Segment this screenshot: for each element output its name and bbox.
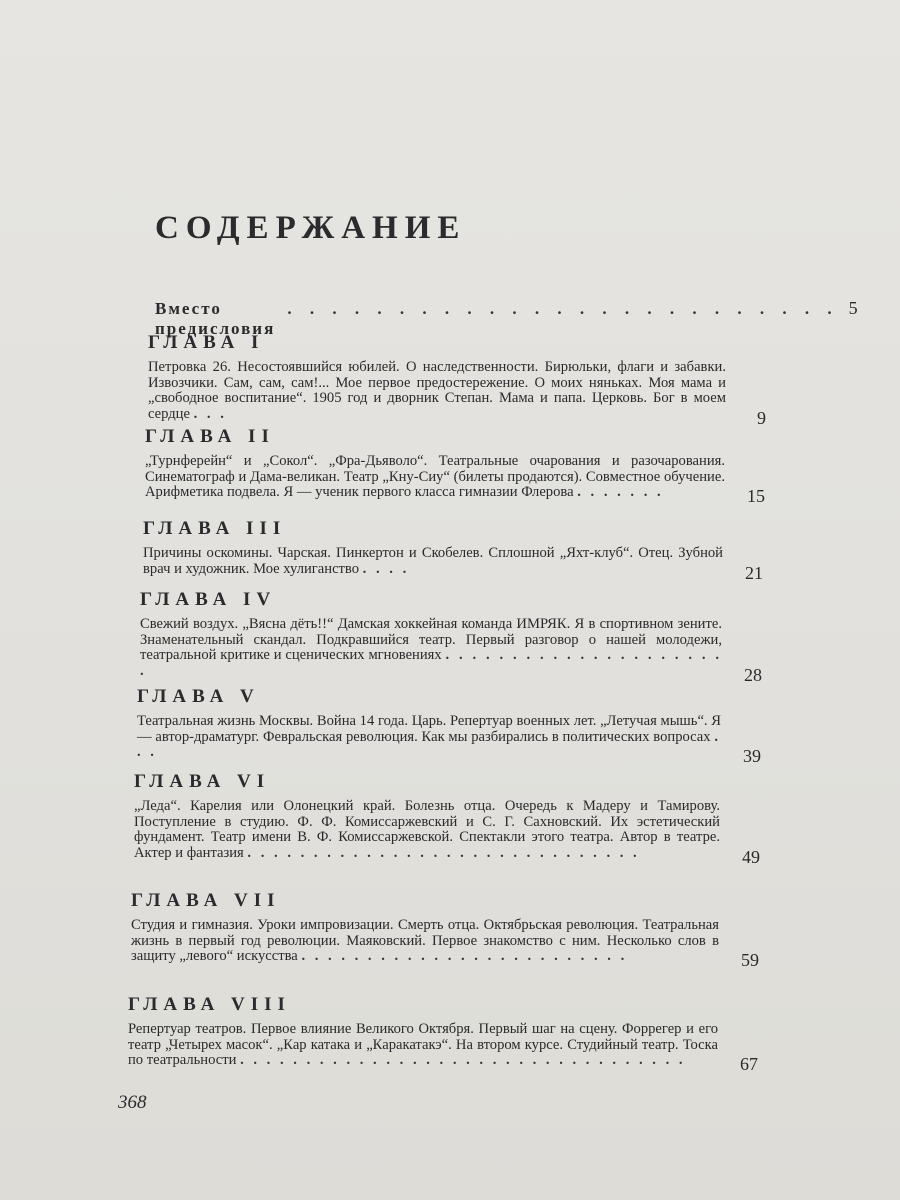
chapter-summary: Петровка 26. Несостоявшийся юбилей. О наследственности. Бирюльки, флаги и забавки. Извозчики. Сам, сам, сам!... Мое первое предостережение. О моих няньках. Моя мама и „свободное воспитание“. 1905 год и дворник Степан. Мама и папа. Церковь. Бог в моем сердце . . . 9	[148, 359, 766, 428]
chapter-summary: „Леда“. Карелия или Олонецкий край. Болезнь отца. Очередь к Мадеру и Тамирову. Поступление в студию. Ф. Ф. Комиссаржевский и С. Г. Сахновский. Их эстетический фундамент. Театр имени В. Ф. Комиссаржевской. Спектакли этого театра. Автор в театре. Актер и фантазия . . . . . . . . . . . . . . . . . . . . . . . . . . . . . . 49	[134, 798, 760, 867]
chapter-heading: ГЛАВА IV	[140, 589, 277, 610]
preface-label: Вместо предисловия	[155, 299, 276, 338]
chapter-page-number: 9	[757, 407, 766, 428]
chapter-page-number: 67	[740, 1054, 758, 1075]
chapter-heading: ГЛАВА VIII	[128, 994, 291, 1015]
chapter-summary: Причины оскомины. Чарская. Пинкертон и Скобелев. Сплошной „Яхт-клуб“. Отец. Зубной врач и художник. Мое хулиганство . . . . 21	[143, 545, 763, 583]
chapter-4	[140, 589, 762, 685]
chapter-summary: Свежий воздух. „Вясна дёть!!“ Дамская хоккейная команда ИМРЯК. Я в спортивном зените. Знаменательный скандал. Подкравшийся театр. Первый разговор о нашей молодежи, театральной критике и сценических мгновениях . . . . . . . . . . . . . . . . . . . . . . 28	[140, 616, 762, 685]
chapter-summary: Театральная жизнь Москвы. Война 14 года. Царь. Репертуар военных лет. „Летучая мышь“. Я — автор-драматург. Февральская революция. Как мы разбирались в политических вопросах . . . 39	[137, 713, 761, 767]
chapter-heading: ГЛАВА II	[145, 426, 275, 447]
preface-leader: . . . . . . . . . . . . . . . . . . . . . . . . .	[287, 299, 839, 318]
chapter-summary: „Турнферейн“ и „Сокол“. „Фра-Дьяволо“. Театральные очарования и разочарования. Синематограф и Дама-великан. Театр „Кну-Сиу“ (билеты продаются). Совместное обучение. Арифметика подвела. Я — ученик первого класса гимназии Флерова . . . . . . . 15	[145, 453, 765, 507]
chapter-7	[131, 890, 759, 971]
chapter-2	[145, 426, 765, 507]
chapter-page-number: 59	[741, 950, 759, 971]
chapter-summary: Репертуар театров. Первое влияние Великого Октября. Первый шаг на сцену. Форрегер и его театр „Четырех масок“. „Кар катака и „Каракатакэ“. На втором курсе. Студийный театр. Тоска по театральности . . . . . . . . . . . . . . . . . . . . . . . . . . . . . . . . . . 67	[128, 1021, 758, 1075]
chapter-heading: ГЛАВА VI	[134, 771, 271, 792]
chapter-heading: ГЛАВА I	[148, 332, 265, 353]
chapter-summary: Студия и гимназия. Уроки импровизации. Смерть отца. Октябрьская революция. Театральная жизнь в первый год революции. Маяковский. Первое знакомство с ним. Несколько слов в защиту „левого“ искусства . . . . . . . . . . . . . . . . . . . . . . . . . 59	[131, 917, 759, 971]
chapter-heading: ГЛАВА III	[143, 518, 287, 539]
preface-page-number: 5	[848, 298, 858, 318]
chapter-page-number: 39	[743, 746, 761, 767]
chapter-page-number: 28	[744, 664, 762, 685]
page-title: СОДЕРЖАНИЕ	[155, 210, 467, 246]
chapter-heading: ГЛАВА VII	[131, 890, 281, 911]
chapter-5	[137, 686, 761, 767]
page-folio: 368	[118, 1092, 147, 1113]
chapter-heading: ГЛАВА V	[137, 686, 260, 707]
chapter-8	[128, 994, 758, 1075]
chapter-page-number: 21	[745, 562, 763, 583]
chapter-1	[148, 332, 766, 428]
chapter-3	[143, 518, 763, 583]
chapter-page-number: 49	[742, 846, 760, 867]
chapter-page-number: 15	[747, 486, 765, 507]
chapter-6	[134, 771, 760, 867]
